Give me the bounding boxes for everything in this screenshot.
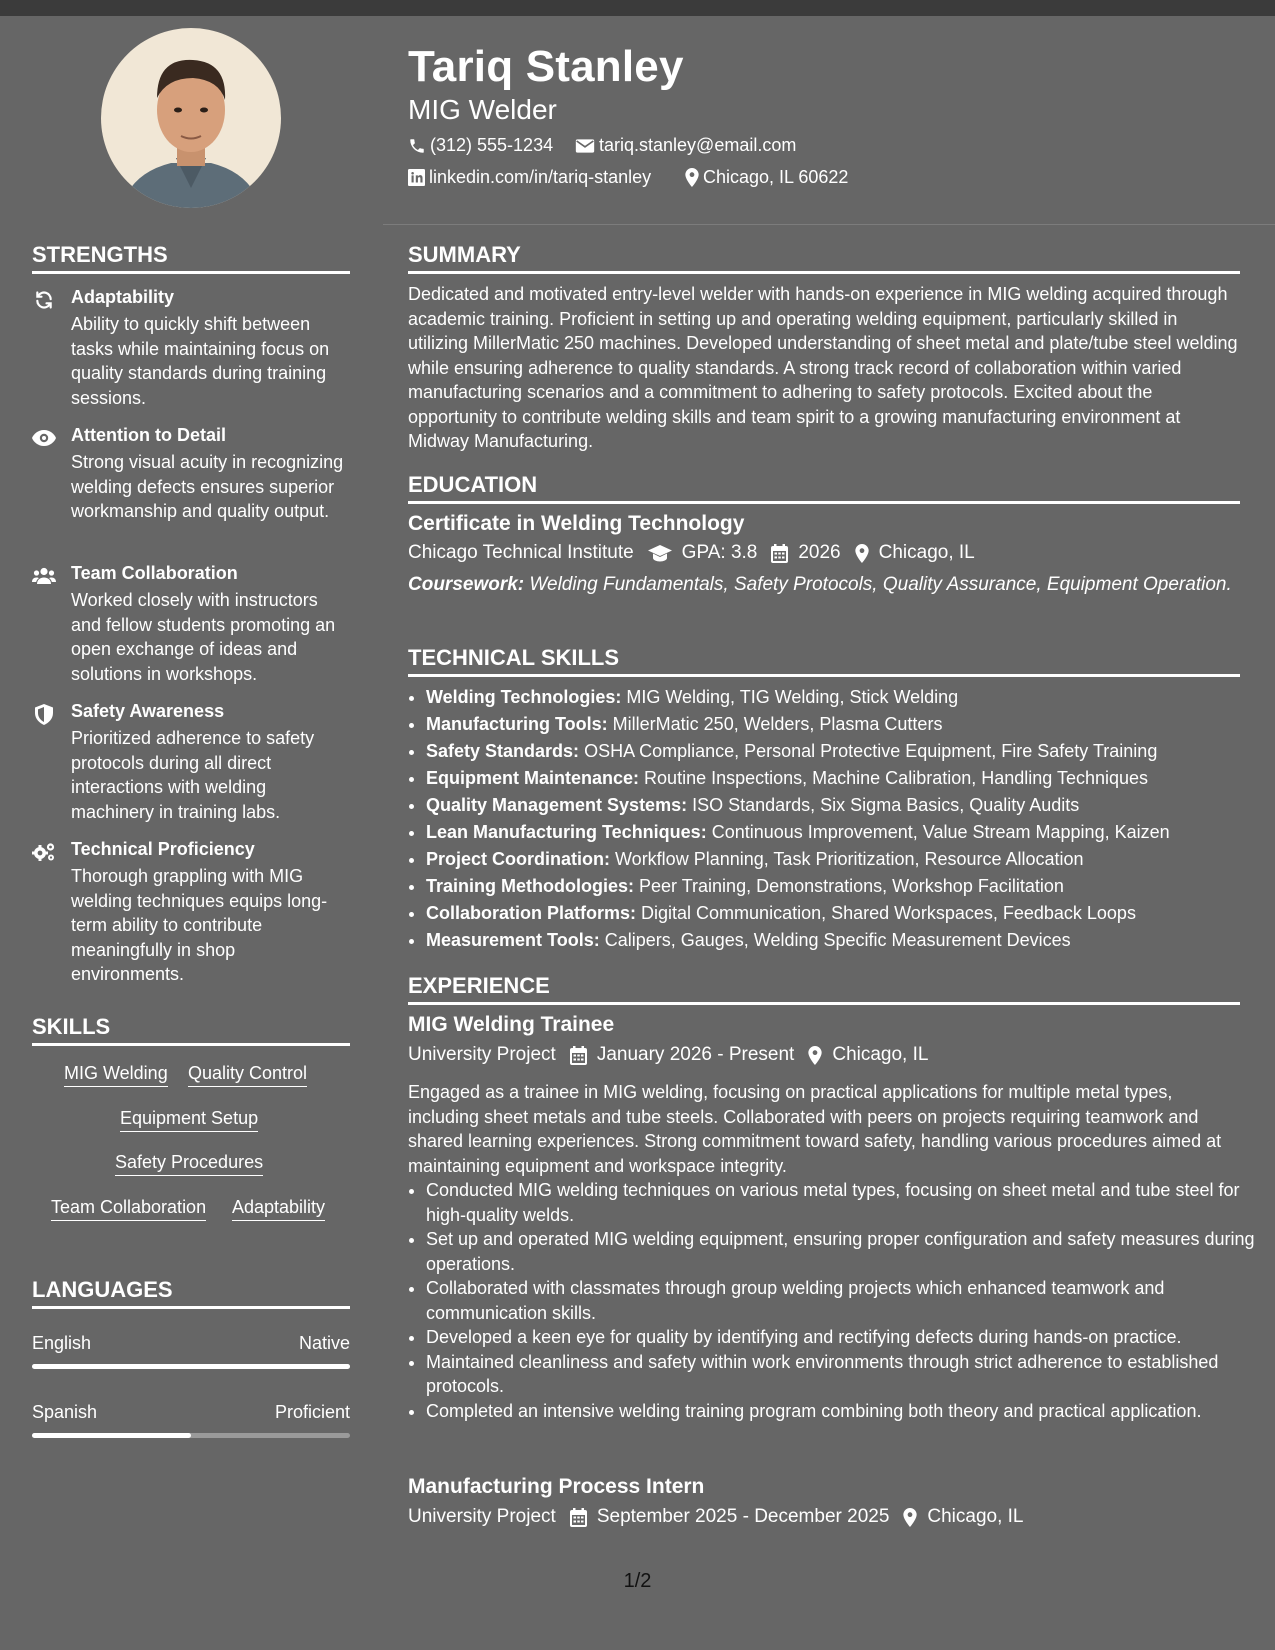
job-dates: January 2026 - Present: [596, 1044, 795, 1065]
top-bar: [0, 0, 1275, 16]
skill-category: Lean Manufacturing Techniques:: [426, 822, 707, 842]
strength-title: Technical Proficiency: [71, 839, 255, 859]
list-item: • Developed a keen eye for quality by identifying and rectifying defects during hands-on practice.: [426, 1325, 1260, 1350]
list-item: [426, 846, 1260, 873]
skill-category: Safety Standards:: [426, 741, 580, 761]
skill-tag: Equipment Setup: [120, 1108, 258, 1132]
skill-category: Equipment Maintenance:: [426, 768, 640, 788]
location-text: Chicago, IL 60622: [703, 167, 849, 187]
list-item: [426, 927, 1260, 954]
skill-tag: Adaptability: [232, 1197, 325, 1221]
skill-tag: Safety Procedures: [115, 1152, 263, 1176]
skill-category: Project Coordination:: [426, 849, 610, 869]
calendar-icon: [570, 1046, 587, 1065]
candidate-name: Tariq Stanley: [408, 42, 684, 91]
summary-rule: [408, 271, 1240, 274]
skill-values: Calipers, Gauges, Welding Specific Measurement Devices: [604, 930, 1071, 950]
strength-desc: Prioritized adherence to safety protocols during all direct interactions with welding machinery in training labs.: [71, 728, 315, 822]
skill-values: Routine Inspections, Machine Calibration, Handling Techniques: [644, 768, 1149, 788]
users-icon: [32, 565, 56, 587]
map-pin-icon: [808, 1046, 822, 1065]
technical-skills-rule: [408, 674, 1240, 677]
experience-heading: EXPERIENCE: [408, 973, 550, 998]
job-org: University Project: [408, 1506, 556, 1527]
technical-skills-heading: TECHNICAL SKILLS: [408, 645, 620, 670]
list-item: [426, 819, 1260, 846]
calendar-icon: [570, 1508, 587, 1527]
job-meta: [408, 1506, 1024, 1528]
skill-category: Welding Technologies:: [426, 687, 622, 707]
strength-desc: Thorough grappling with MIG welding techniques equips long-term ability to contribute meaningfully in shop environments.: [71, 866, 328, 984]
skill-values: Digital Communication, Shared Workspaces, Feedback Loops: [641, 903, 1136, 923]
linkedin-icon: [408, 169, 425, 186]
skill-values: OSHA Compliance, Personal Protective Equipment, Fire Safety Training: [584, 741, 1158, 761]
school-location: Chicago, IL: [878, 542, 975, 563]
list-item: [426, 900, 1260, 927]
language-bar-fill: [32, 1364, 350, 1369]
language-bar: [32, 1364, 350, 1369]
envelope-icon: [575, 138, 595, 154]
eye-icon: [32, 427, 56, 449]
language-bar: [32, 1433, 350, 1438]
experience-rule: [408, 1002, 1240, 1005]
page-indicator: 1/2: [623, 1570, 652, 1592]
location-contact: [685, 167, 848, 188]
list-item: • Maintained cleanliness and safety within work environments through strict adherence to established protocols.: [426, 1350, 1260, 1399]
language-level: Proficient: [274, 1402, 350, 1422]
summary-heading: SUMMARY: [408, 242, 521, 267]
languages-heading: LANGUAGES: [32, 1277, 173, 1302]
skill-category: Quality Management Systems:: [426, 795, 688, 815]
strength-desc: Ability to quickly shift between tasks while maintaining focus on quality standards during training sessions.: [71, 314, 330, 408]
skills-heading: SKILLS: [32, 1014, 111, 1039]
skill-category: Collaboration Platforms:: [426, 903, 637, 923]
skill-values: Workflow Planning, Task Prioritization, Resource Allocation: [615, 849, 1084, 869]
linkedin-contact[interactable]: [408, 167, 651, 188]
job-location: Chicago, IL: [832, 1044, 929, 1065]
linkedin-text[interactable]: linkedin.com/in/tariq-stanley: [429, 167, 652, 187]
gears-icon: [32, 841, 56, 863]
coursework: [408, 573, 1242, 598]
list-item: • Set up and operated MIG welding equipment, ensuring proper configuration and safety measures during operations.: [426, 1227, 1260, 1276]
skill-category: Measurement Tools:: [426, 930, 600, 950]
job-bullets: [408, 1178, 1260, 1423]
header-divider: [383, 224, 1275, 225]
strength-title: Adaptability: [71, 287, 175, 307]
phone-contact: [408, 135, 553, 156]
gpa-text: GPA: 3.8: [681, 542, 758, 563]
map-pin-icon: [855, 544, 869, 563]
coursework-list: Welding Fundamentals, Safety Protocols, Quality Assurance, Equipment Operation.: [529, 574, 1232, 595]
skill-tag: MIG Welding: [64, 1063, 168, 1087]
job-summary: Engaged as a trainee in MIG welding, focusing on practical applications for multiple metal types, including sheet metals and tube steels. Collaborated with peers on projects requiring teamwork and shared learning experiences. Strong commitment toward safety, handling various procedures aimed at maintaining equipment and workspace integrity.: [408, 1082, 1222, 1176]
job-dates: September 2025 - December 2025: [596, 1506, 890, 1527]
strength-title: Attention to Detail: [71, 425, 226, 445]
strengths-heading: STRENGTHS: [32, 242, 168, 267]
language-bar-fill: [32, 1433, 191, 1438]
shield-icon: [32, 703, 56, 725]
education-rule: [408, 501, 1240, 504]
education-heading: EDUCATION: [408, 472, 538, 497]
refresh-icon: [32, 289, 56, 311]
skills-rule: [32, 1043, 350, 1046]
map-pin-icon: [685, 168, 699, 187]
phone-icon: [408, 137, 426, 155]
phone-text: (312) 555-1234: [430, 135, 554, 155]
list-item: • Conducted MIG welding techniques on various metal types, focusing on sheet metal and tube steel for high-quality welds.: [426, 1178, 1260, 1227]
language-name: English: [32, 1333, 92, 1353]
job-title: MIG Welding Trainee: [408, 1013, 615, 1036]
skill-category: Manufacturing Tools:: [426, 714, 608, 734]
list-item: [426, 765, 1260, 792]
list-item: [426, 873, 1260, 900]
strength-title: Safety Awareness: [71, 701, 225, 721]
language-level: Native: [298, 1333, 350, 1353]
skill-values: ISO Standards, Six Sigma Basics, Quality Audits: [692, 795, 1080, 815]
skill-values: MIG Welding, TIG Welding, Stick Welding: [626, 687, 959, 707]
job-title: Manufacturing Process Intern: [408, 1475, 705, 1498]
skill-category: Training Methodologies:: [426, 876, 634, 896]
map-pin-icon: [903, 1508, 917, 1527]
job-location: Chicago, IL: [927, 1506, 1024, 1527]
education-meta: [408, 542, 975, 564]
list-item: [426, 684, 1260, 711]
graduation-year: 2026: [798, 542, 841, 563]
list-item: [426, 792, 1260, 819]
skill-values: Peer Training, Demonstrations, Workshop Facilitation: [639, 876, 1064, 896]
technical-skills-list: [408, 684, 1260, 954]
email-contact[interactable]: [575, 135, 796, 156]
strength-desc: Worked closely with instructors and fellow students promoting an open exchange of ideas and solutions in workshops.: [71, 590, 336, 684]
coursework-label: Coursework:: [408, 574, 525, 595]
language-name: Spanish: [32, 1402, 98, 1422]
skill-tag: Team Collaboration: [51, 1197, 206, 1221]
degree-title: Certificate in Welding Technology: [408, 512, 745, 535]
strength-desc: Strong visual acuity in recognizing welding defects ensures superior workmanship and quality output.: [71, 452, 344, 521]
profile-photo: [101, 28, 281, 208]
skill-values: MillerMatic 250, Welders, Plasma Cutters: [612, 714, 943, 734]
list-item: [426, 738, 1260, 765]
strength-title: Team Collaboration: [71, 563, 238, 583]
job-title: MIG Welder: [408, 94, 557, 125]
job-meta: [408, 1044, 928, 1066]
strengths-rule: [32, 271, 350, 274]
languages-rule: [32, 1306, 350, 1309]
list-item: • Collaborated with classmates through group welding projects which enhanced teamwork and communication skills.: [426, 1276, 1260, 1325]
skill-values: Continuous Improvement, Value Stream Mapping, Kaizen: [711, 822, 1170, 842]
email-text[interactable]: tariq.stanley@email.com: [599, 135, 797, 155]
summary-text: Dedicated and motivated entry-level welder with hands-on experience in MIG welding acquired through academic training. Proficient in setting up and operating welding equipment, particularly skilled in utilizing MillerMatic 250 machines. Developed understanding of sheet metal and plate/tube steel welding while ensuring adherence to quality standards. A strong track record of collaboration within varied manufacturing scenarios and a commitment to adhering to safety protocols. Excited about the opportunity to contribute welding skills and team spirit to a growing manufacturing environment at Midway Manufacturing.: [408, 284, 1238, 451]
job-org: University Project: [408, 1044, 556, 1065]
graduation-cap-icon: [648, 545, 672, 562]
list-item: [426, 711, 1260, 738]
calendar-icon: [771, 544, 788, 563]
list-item: • Completed an intensive welding training program combining both theory and practical application.: [426, 1399, 1260, 1424]
skill-tag: Quality Control: [188, 1063, 307, 1087]
school-name: Chicago Technical Institute: [408, 542, 634, 563]
